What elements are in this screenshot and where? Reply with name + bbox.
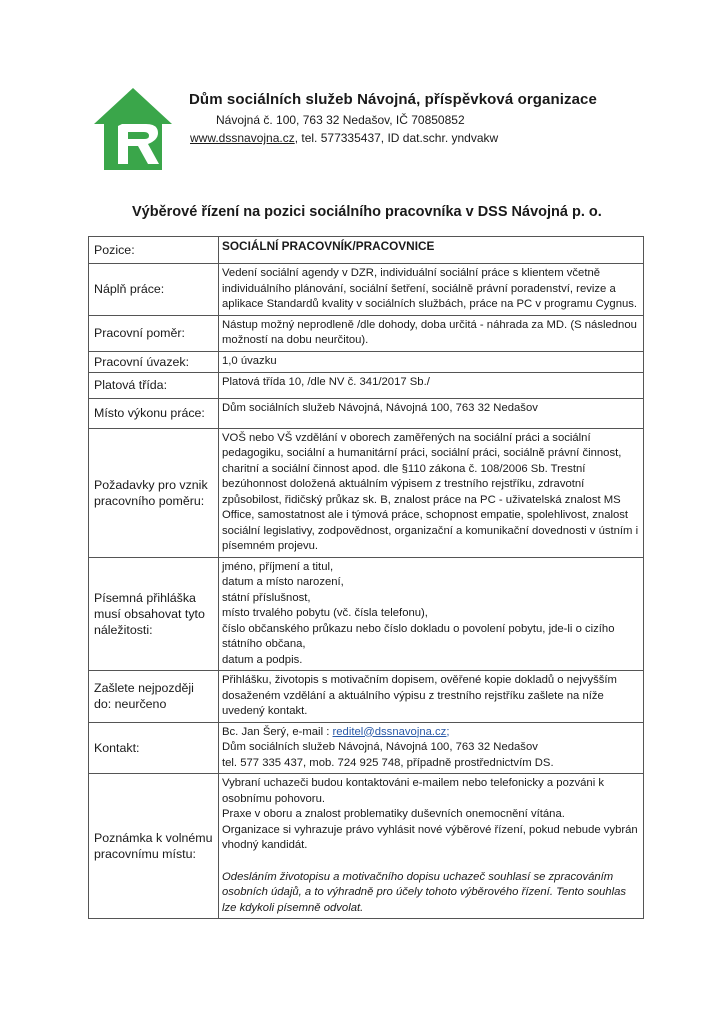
note-paragraph: Praxe v oboru a znalost problematiky duševních onemocnění vítána.: [222, 808, 565, 820]
table-row: [89, 774, 644, 919]
website-link[interactable]: www.dssnavojna.cz: [190, 131, 295, 145]
job-details-table: [88, 236, 644, 919]
row-value-workload: 1,0 úvazku: [219, 351, 644, 372]
document-title: Výběrové řízení na pozici sociálního pracovníka v DSS Návojná p. o.: [132, 204, 602, 220]
row-label-workplace: Místo výkonu práce:: [89, 398, 219, 428]
row-value-employment: Nástup možný neprodleně /dle dohody, doba určitá - náhrada za MD. (S následnou možností na dobu neurčitou).: [219, 315, 644, 351]
note-paragraph: Vybraní uchazeči budou kontaktováni e-mailem nebo telefonicky a pozváni k osobnímu pohovoru.: [222, 777, 605, 805]
table-row: [89, 671, 644, 723]
email-link[interactable]: reditel@dssnavojna.cz;: [332, 725, 450, 738]
organization-logo-icon: [92, 86, 174, 172]
row-value-contact: [219, 722, 644, 774]
row-label-requirements: Požadavky pro vznik pracovního poměru:: [89, 428, 219, 557]
organization-name: Dům sociálních služeb Návojná, příspěvková organizace: [189, 91, 597, 108]
row-value-deadline: Přihlášku, životopis s motivačním dopisem, ověřené kopie dokladů o nejvyšším dosaženém vzdělání a aktuálního výpisu z trestního rejstříku zašlete na níže uvedený kontakt.: [219, 671, 644, 723]
organization-contact: [190, 131, 498, 145]
table-row: [89, 264, 644, 316]
row-label-position: Pozice:: [89, 237, 219, 264]
row-label-job-content: Náplň práce:: [89, 264, 219, 316]
row-label-application: Písemná přihláška musí obsahovat tyto náležitosti:: [89, 557, 219, 671]
organization-phone-id: , tel. 577335437, ID dat.schr. yndvakw: [294, 131, 499, 145]
row-label-employment: Pracovní poměr:: [89, 315, 219, 351]
row-value-salary-class: Platová třída 10, /dle NV č. 341/2017 Sb./: [219, 372, 644, 398]
row-label-note: Poznámka k volnému pracovnímu místu:: [89, 774, 219, 919]
table-row: [89, 315, 644, 351]
note-consent: Odesláním životopisu a motivačního dopisu uchazeč souhlasí se zpracováním osobních údajů, a to výhradně pro účely tohoto výběrového řízení. Tento souhlas lze kdykoli písemně odvolat.: [222, 870, 627, 914]
row-value-workplace: Dům sociálních služeb Návojná, Návojná 100, 763 32 Nedašov: [219, 398, 644, 428]
row-value-application: [219, 557, 644, 671]
contact-phone: tel. 577 335 437, mob. 724 925 748, případně prostřednictvím DS.: [222, 756, 554, 769]
application-item: datum a podpis.: [222, 653, 303, 666]
note-paragraph: Organizace si vyhrazuje právo vyhlásit nové výběrové řízení, pokud nebude vybrán vhodný kandidát.: [222, 823, 638, 851]
contact-person-line: [222, 725, 639, 741]
application-item: státní příslušnost,: [222, 591, 311, 604]
row-label-workload: Pracovní úvazek:: [89, 351, 219, 372]
table-row: [89, 428, 644, 557]
row-value-requirements: VOŠ nebo VŠ vzdělání v oborech zaměřených na sociální práci a sociální pedagogiku, sociální a humanitární práci, sociální práci, sociálně právní činnost, charitní a sociální činnost apod. dle §110 zákona č. 108/2006 Sb. Trestní bezúhonnost doložená aktuálním výpisem z trestního rejstříku, zdravotní způsobilost, řidičský průkaz sk. B, znalost práce na PC - uživatelská znalost MS Office, samostatnost ale i týmová práce, schopnost empatie, spolehlivost, znalost sociální legislativy, zodpovědnost, organizační a komunikační dovednosti v ústním i písemném projevu.: [219, 428, 644, 557]
contact-address: Dům sociálních služeb Návojná, Návojná 100, 763 32 Nedašov: [222, 741, 538, 753]
row-value-job-content: Vedení sociální agendy v DZR, individuální sociální práce s klientem včetně individuálního plánování, sociální šetření, sociálně právní poradenství, revize a aplikace Standardů kvality v sociálních službách, práce na PC v programu Cygnus.: [219, 264, 644, 316]
table-row: [89, 372, 644, 398]
row-label-contact: Kontakt:: [89, 722, 219, 774]
organization-address: Návojná č. 100, 763 32 Nedašov, IČ 70850852: [216, 113, 465, 127]
row-value-position: SOCIÁLNÍ PRACOVNÍK/PRACOVNICE: [219, 237, 644, 264]
contact-person: Bc. Jan Šerý, e-mail :: [222, 725, 333, 738]
application-item: místo trvalého pobytu (vč. čísla telefonu),: [222, 607, 428, 619]
application-item: číslo občanského průkazu nebo číslo dokladu o povolení pobytu, jde-li o cizího státního občana,: [222, 622, 615, 650]
table-row: [89, 557, 644, 671]
row-label-deadline: Zašlete nejpozději do: neurčeno: [89, 671, 219, 723]
table-row: [89, 722, 644, 774]
row-value-note: [219, 774, 644, 919]
application-item: jméno, příjmení a titul,: [222, 560, 334, 573]
table-row: [89, 351, 644, 372]
application-item: datum a místo narození,: [222, 576, 344, 588]
table-row: [89, 398, 644, 428]
table-row: [89, 237, 644, 264]
row-label-salary-class: Platová třída:: [89, 372, 219, 398]
